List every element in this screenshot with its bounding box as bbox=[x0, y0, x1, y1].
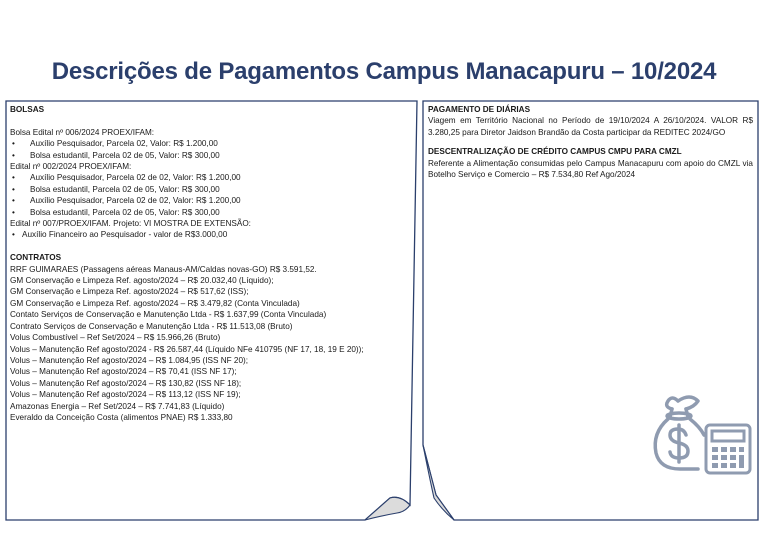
edital-007-title: Edital nº 007/PROEX/IFAM. Projeto: VI MOSTRA DE EXTENSÃO: bbox=[10, 219, 251, 229]
contract-line: GM Conservação e Limpeza Ref. agosto/2024 – R$ 3.479,82 (Conta Vinculada) bbox=[10, 298, 300, 308]
contract-line: RRF GUIMARAES (Passagens aéreas Manaus-AM/Caldas novas-GO) R$ 3.591,52. bbox=[10, 264, 317, 274]
contract-line: Volus Combustível – Ref Set/2024 – R$ 15.966,26 (Bruto) bbox=[10, 333, 221, 343]
contract-line: Everaldo da Conceição Costa (alimentos PNAE) R$ 1.333,80 bbox=[10, 412, 233, 422]
diarias-text: Viagem em Território Nacional no Período de 19/10/2024 A 26/10/2024. VALOR R$ 3.280,25 para Diretor Jaidson Brandão da Costa participar da REDITEC 2024/GO bbox=[428, 116, 753, 137]
list-item: • Auxílio Financeiro ao Pesquisador - valor de R$3.000,00 bbox=[10, 229, 410, 240]
contract-line: Volus – Manutenção Ref agosto/2024 – R$ 113,12 (ISS NF 19); bbox=[10, 390, 241, 400]
list-item: • Auxílio Pesquisador, Parcela 02 de 02, Valor: R$ 1.200,00 bbox=[10, 195, 410, 206]
bolsas-heading: BOLSAS bbox=[10, 105, 45, 114]
contract-line: Volus – Manutenção Ref agosto/2024 - R$ 26.587,44 (Líquido NFe 410795 (NF 17, 18, 19 E 20)); bbox=[10, 344, 364, 354]
left-panel bbox=[5, 100, 420, 525]
contract-line: GM Conservação e Limpeza Ref. agosto/2024 – R$ 517,62 (ISS); bbox=[10, 287, 249, 297]
list-item: • Bolsa estudantil, Parcela 02 de 05, Valor: R$ 300,00 bbox=[10, 207, 410, 218]
contract-line: Volus – Manutenção Ref agosto/2024 – R$ 130,82 (ISS NF 18); bbox=[10, 378, 242, 388]
contract-line: Volus – Manutenção Ref agosto/2024 – R$ 70,41 (ISS NF 17); bbox=[10, 367, 237, 377]
list-item: • Bolsa estudantil, Parcela 02 de 05, Valor: R$ 300,00 bbox=[10, 184, 410, 195]
list-item: • Auxílio Pesquisador, Parcela 02 de 02, Valor: R$ 1.200,00 bbox=[10, 172, 410, 183]
contract-line: Amazonas Energia – Ref Set/2024 – R$ 7.741,83 (Líquido) bbox=[10, 401, 225, 411]
right-panel-text bbox=[428, 104, 753, 180]
edital-002-title: Edital nº 002/2024 PROEX/IFAM: bbox=[10, 162, 132, 172]
edital-006-title: Bolsa Edital nº 006/2024 PROEX/IFAM: bbox=[10, 127, 155, 137]
left-panel-text bbox=[10, 104, 410, 423]
money-bag-calculator-icon bbox=[650, 395, 760, 475]
list-item: • Auxílio Pesquisador, Parcela 02, Valor: R$ 1.200,00 bbox=[10, 138, 410, 149]
list-item: • Bolsa estudantil, Parcela 02 de 05, Valor: R$ 300,00 bbox=[10, 150, 410, 161]
contratos-heading: CONTRATOS bbox=[10, 253, 62, 263]
page-title: Descrições de Pagamentos Campus Manacapuru – 10/2024 bbox=[51, 58, 717, 85]
diarias-heading: PAGAMENTO DE DIÁRIAS bbox=[428, 105, 531, 114]
contract-line: GM Conservação e Limpeza Ref. agosto/2024 – R$ 20.032,40 (Líquido); bbox=[10, 276, 274, 286]
contract-line: Contato Serviços de Conservação e Manutenção Ltda - R$ 1.637,99 (Conta Vinculada) bbox=[10, 310, 327, 320]
descentralizacao-text: Referente a Alimentação consumidas pelo Campus Manacapuru com apoio do CMZL via Botelho Serviço e Comercio – R$ 7.534,80 Ref Ago/2024 bbox=[428, 158, 753, 180]
contract-line: Contrato Serviços de Conservação e Manutenção Ltda - R$ 11.513,08 (Bruto) bbox=[10, 321, 293, 331]
descentralizacao-heading: DESCENTRALIZAÇÃO DE CRÉDITO CAMPUS CMPU PARA CMZL bbox=[428, 147, 682, 157]
contract-line: Volus – Manutenção Ref agosto/2024 – R$ 1.084,95 (ISS NF 20); bbox=[10, 355, 249, 365]
